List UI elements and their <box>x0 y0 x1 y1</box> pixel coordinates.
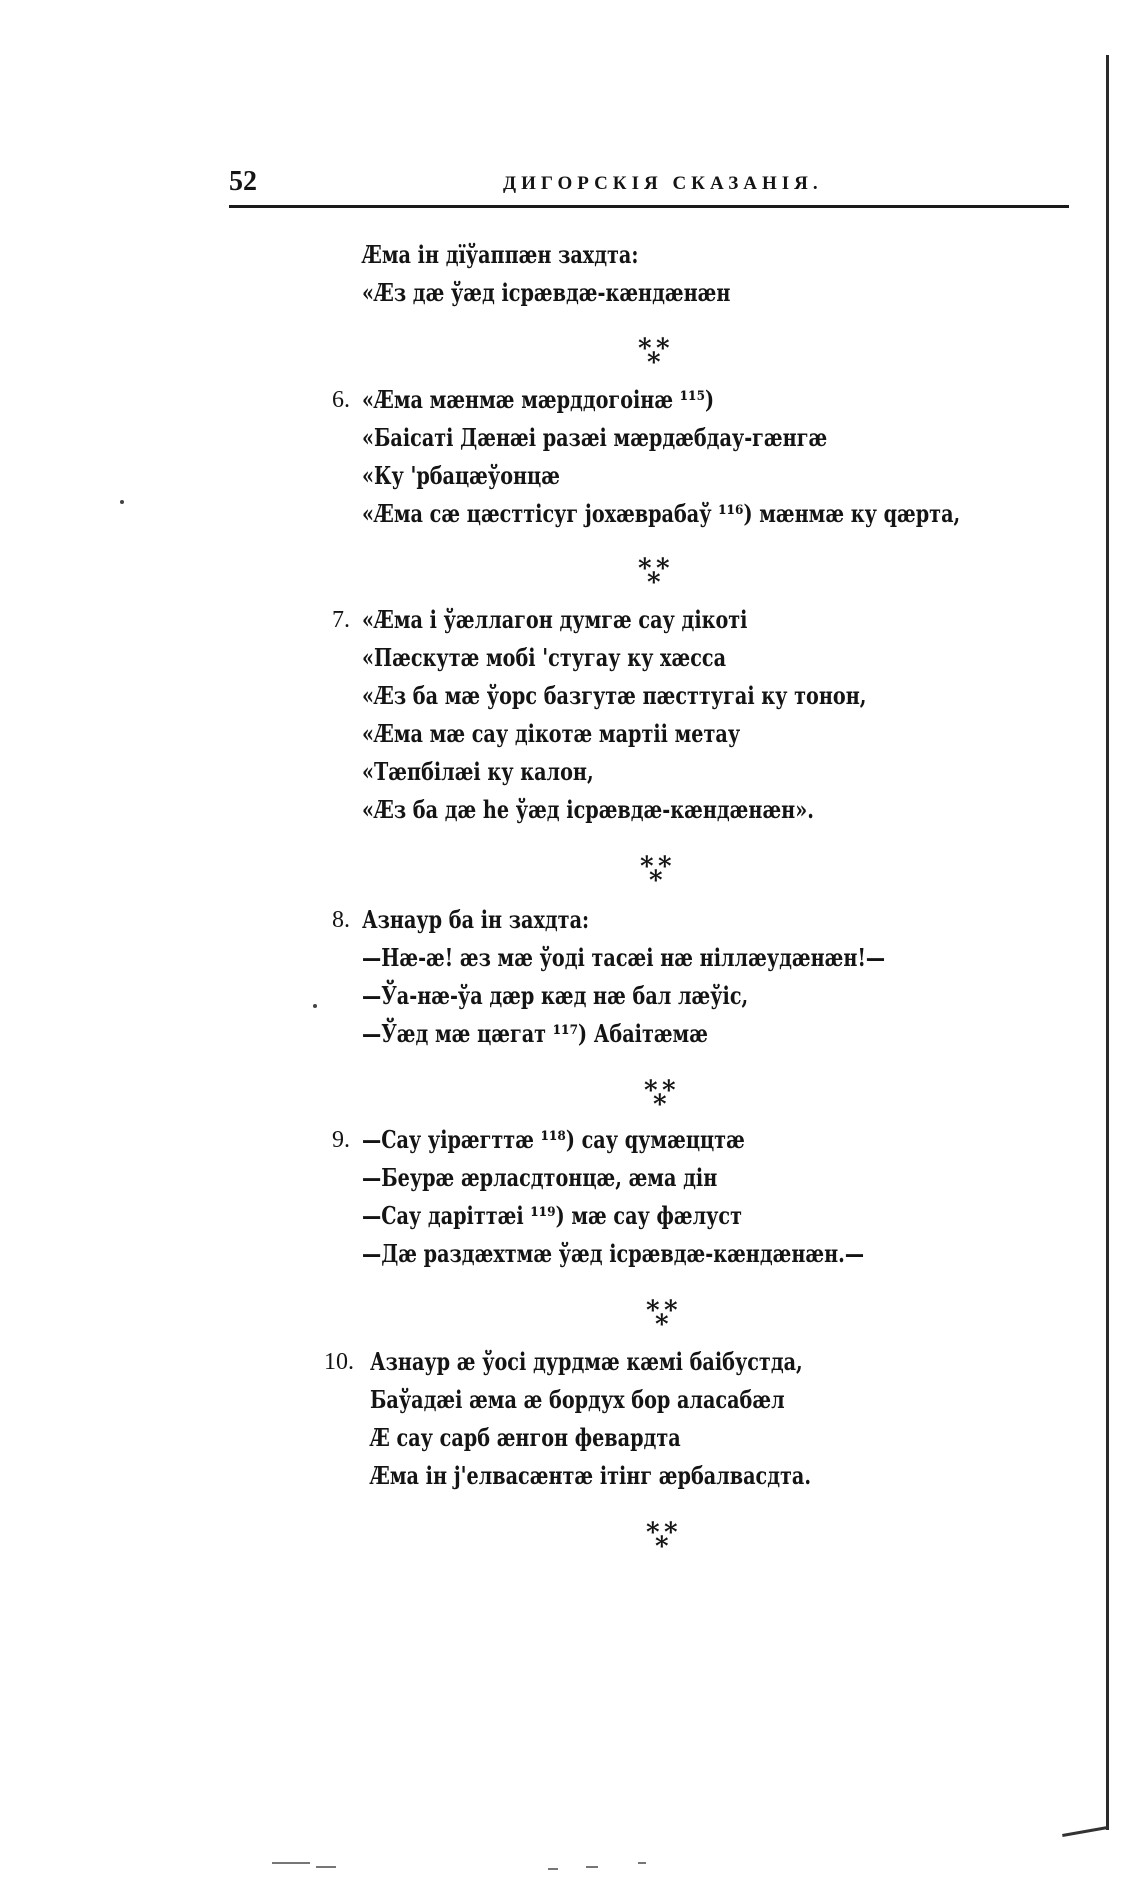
page-number: 52 <box>229 166 257 197</box>
asterism: * * * <box>638 334 670 378</box>
verse-line: —Ўа-нæ-ўа дæр кæд нæ бал лæўіс, <box>362 981 749 1010</box>
verse-line: «Æма мæ сау дікотæ мартіі метау <box>362 719 741 748</box>
verse-line: «Ку 'рбацæўонцæ <box>362 461 560 490</box>
verse-line: —Ўæд мæ цæгат ¹¹⁷) Абаітæмæ <box>362 1019 708 1048</box>
stray-dot <box>120 500 124 504</box>
page-corner-mark <box>1062 1826 1108 1837</box>
verse-line: «Æз дæ ўæд ісрæвдæ-кæндæнæн <box>362 278 731 307</box>
stanza-number: 10. <box>324 1349 354 1375</box>
asterism: * * * <box>644 1076 676 1120</box>
verse-line: Æ сау сарб æнгон февардта <box>370 1423 681 1452</box>
stanza-number: 8. <box>332 907 350 933</box>
verse-line: «Æз ба мæ ўорс базгутæ пæсттугаі ку тонон, <box>362 681 867 710</box>
verse-line: Азнаур æ ўосі дурдмæ кæмі баібустда, <box>370 1347 803 1376</box>
verse-line: —Дæ раздæхтмæ ўæд ісрæвдæ-кæндæнæн.— <box>362 1239 865 1268</box>
verse-line: «Æма і ўæллагон думгæ сау дікоті <box>362 605 748 634</box>
stanza-number: 9. <box>332 1127 350 1153</box>
running-head: ДИГОРСКІЯ СКАЗАНІЯ. <box>503 173 823 194</box>
verse-line: —Беурæ æрласдтонцæ, æма дін <box>362 1163 718 1192</box>
verse-line: «Тæпбілæі ку калон, <box>362 757 594 786</box>
verse-line: Баўадæі æма æ бордух бор аласабæл <box>370 1385 785 1414</box>
asterism: * * * <box>640 852 672 896</box>
verse-line: Æма ін дїўаппæн захдта: <box>362 240 639 269</box>
verse-line: Æма ін ј'елвасæнтæ ітінг æрбалвасдта. <box>370 1461 812 1490</box>
stanza-number: 6. <box>332 387 350 413</box>
stanza-number: 7. <box>332 607 350 633</box>
verse-line: —Сау даріттæі ¹¹⁹) мæ сау фæлуст <box>362 1201 742 1230</box>
asterism: * * * <box>646 1518 678 1562</box>
verse-line: —Нæ-æ! æз мæ ўоді тасæі нæ ніллæудæнæн!— <box>362 943 886 972</box>
asterism: * * * <box>646 1296 678 1340</box>
asterism: * * * <box>638 554 670 598</box>
verse-line: —Сау уірæгттæ ¹¹⁸) сау qумæццтæ <box>362 1125 745 1154</box>
verse-line: «Æма мæнмæ мæрддогоінæ ¹¹⁵) <box>362 385 715 414</box>
verse-line: «Æз ба дæ hе ўæд ісрæвдæ-кæндæнæн». <box>362 795 814 824</box>
stray-dot <box>313 1004 317 1008</box>
header-rule <box>229 205 1069 208</box>
verse-line: Азнаур ба ін захдта: <box>362 905 590 934</box>
verse-line: «Пæскутæ мобі 'стугау ку хæсса <box>362 643 727 672</box>
verse-line: «Баісаті Дæнæі разæі мæрдæбдау-гæнгæ <box>362 423 828 452</box>
page-edge-line <box>1106 55 1109 1830</box>
verse-line: «Æма сæ цæсттісуг јохæврабаў ¹¹⁶) мæнмæ ку qæрта, <box>362 499 961 528</box>
